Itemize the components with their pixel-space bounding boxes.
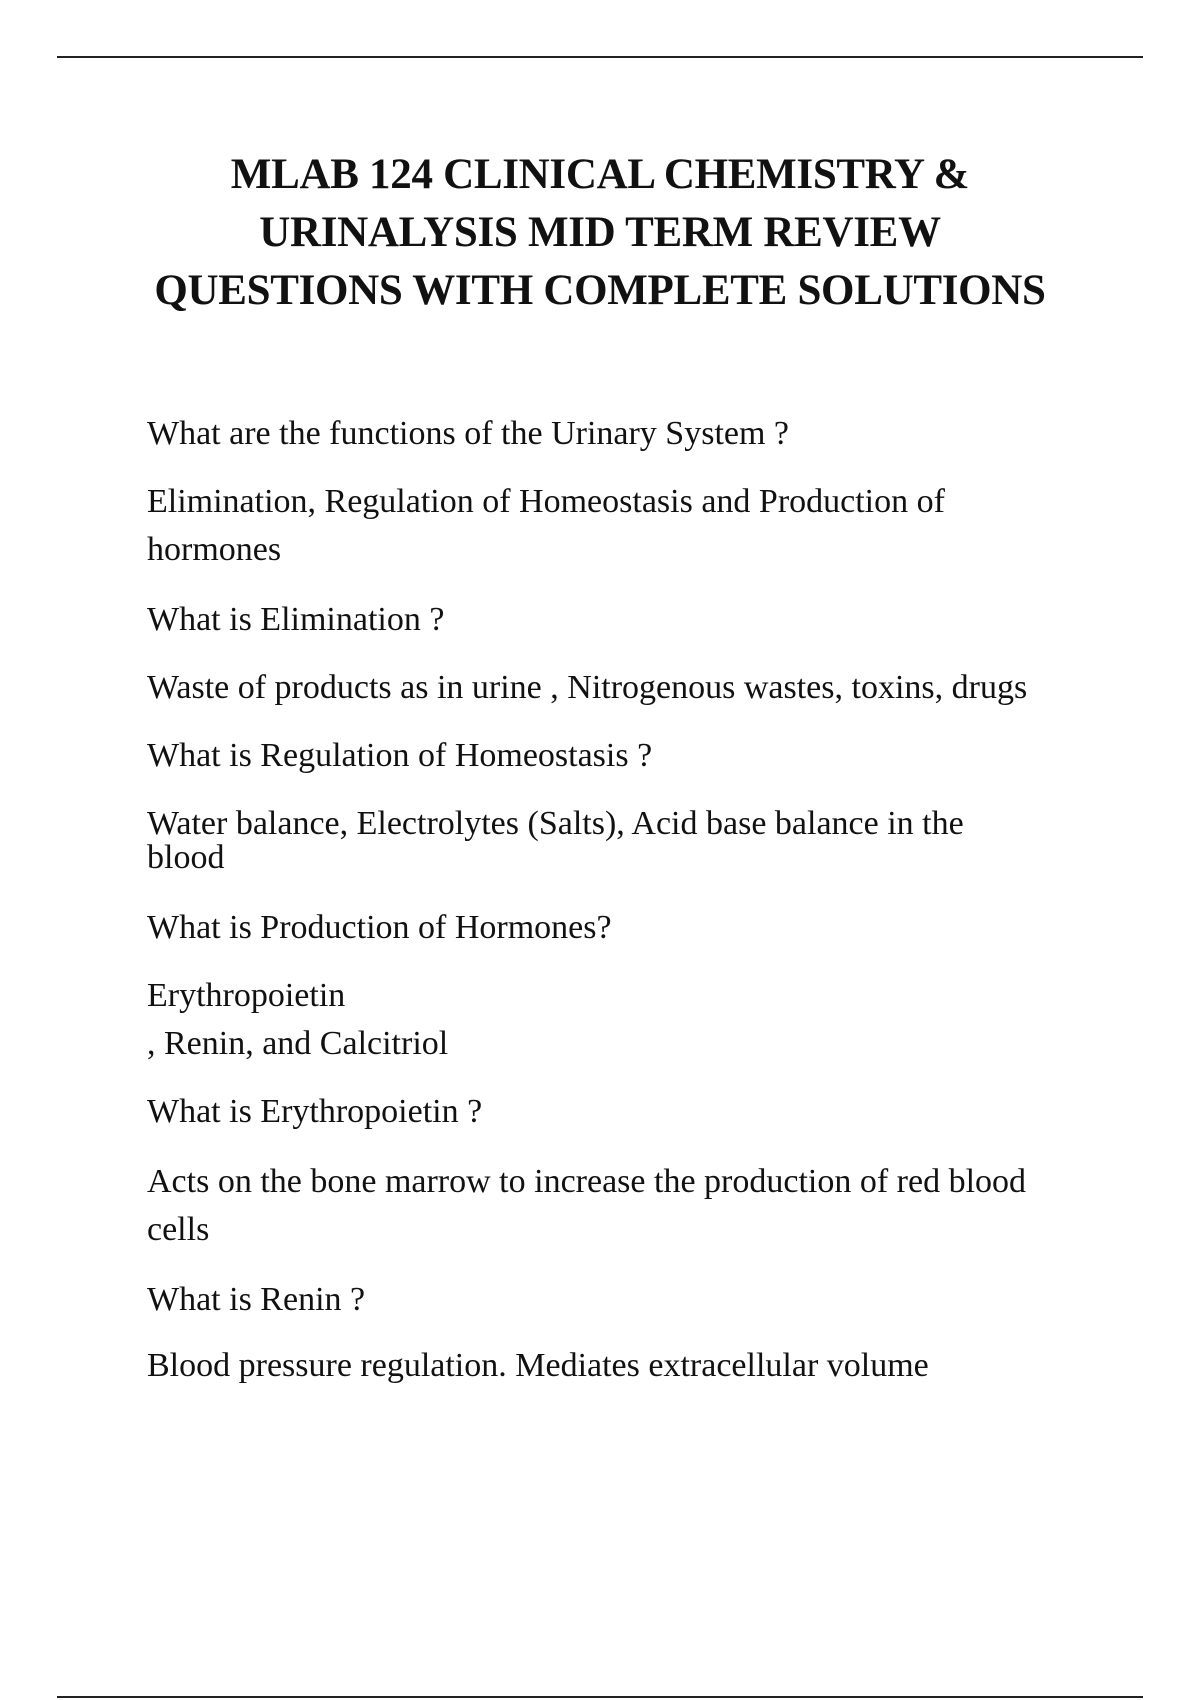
answer-line: Acts on the bone marrow to increase the production of red blood xyxy=(147,1163,1027,1200)
question: What is Elimination ? xyxy=(147,601,445,638)
bottom-rule xyxy=(57,1696,1143,1698)
answer-line: blood xyxy=(147,839,225,876)
answer-line: Blood pressure regulation. Mediates extracellular volume xyxy=(147,1347,929,1384)
document-title xyxy=(0,146,1200,320)
answer-line: , Renin, and Calcitriol xyxy=(147,1025,449,1062)
question: What is Production of Hormones? xyxy=(147,909,612,946)
answer-line: cells xyxy=(147,1211,210,1248)
question: What are the functions of the Urinary System ? xyxy=(147,415,790,452)
question: What is Erythropoietin ? xyxy=(147,1093,483,1130)
answer-line: Erythropoietin xyxy=(147,977,346,1014)
title-line: URINALYSIS MID TERM REVIEW xyxy=(259,209,941,256)
answer-line: hormones xyxy=(147,531,282,568)
answer-line: Water balance, Electrolytes (Salts), Acid base balance in the xyxy=(147,805,964,842)
answer-line: Waste of products as in urine , Nitrogenous wastes, toxins, drugs xyxy=(147,669,1028,706)
title-line: MLAB 124 CLINICAL CHEMISTRY & xyxy=(230,151,970,198)
top-rule xyxy=(57,56,1143,58)
question: What is Renin ? xyxy=(147,1281,366,1318)
title-line: QUESTIONS WITH COMPLETE SOLUTIONS xyxy=(154,267,1046,314)
question: What is Regulation of Homeostasis ? xyxy=(147,737,653,774)
answer-line: Elimination, Regulation of Homeostasis and Production of xyxy=(147,483,945,520)
